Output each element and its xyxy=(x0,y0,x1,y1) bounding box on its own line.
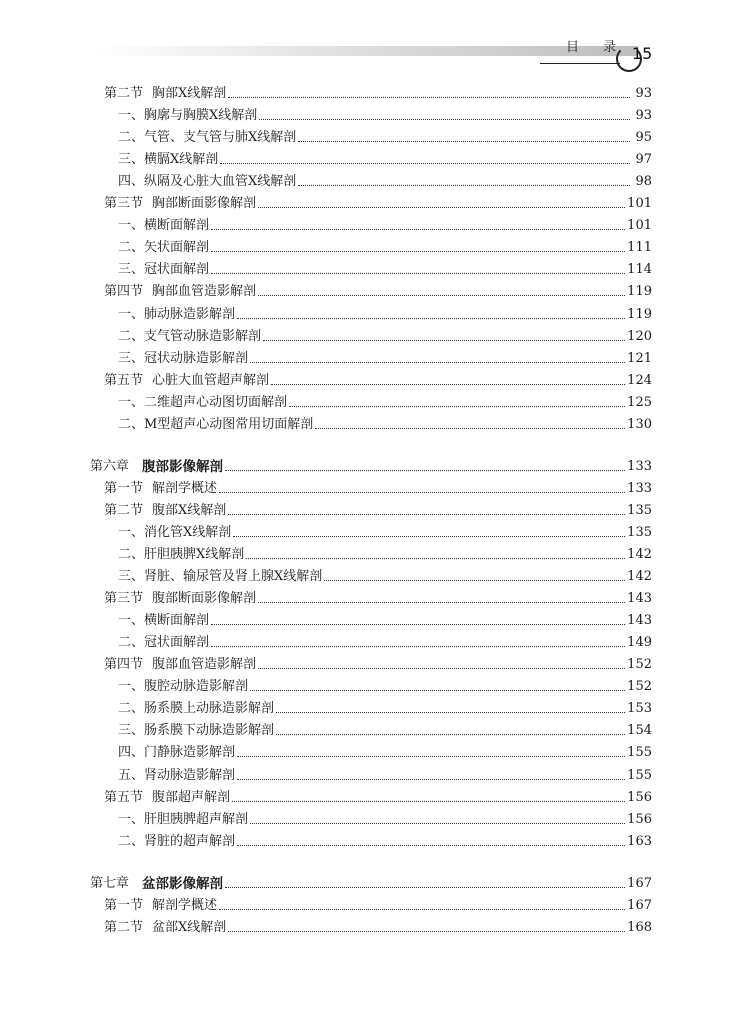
dot-leader xyxy=(233,536,625,537)
dot-leader xyxy=(258,207,625,208)
toc-entry-page: 101 xyxy=(627,218,652,234)
toc-entry-number: 第六章 xyxy=(90,458,130,474)
toc-entry-number: 第四节 xyxy=(104,657,144,673)
toc-section-entry[interactable] xyxy=(104,278,652,300)
toc-entry-title: 二、支气管动脉造影解剖 xyxy=(118,328,262,344)
toc-entry-page: 142 xyxy=(627,547,652,562)
toc-entry-number: 第三节 xyxy=(104,591,144,607)
toc-entry-title: 一、腹腔动脉造影解剖 xyxy=(118,679,249,695)
toc-subsection-entry[interactable] xyxy=(118,102,652,124)
dot-leader xyxy=(250,823,625,824)
toc-section-entry[interactable] xyxy=(104,190,652,212)
toc-entry-page: 125 xyxy=(627,394,652,410)
dot-leader xyxy=(232,801,625,802)
dot-leader xyxy=(237,756,625,757)
toc-entry-page: 163 xyxy=(627,833,652,849)
toc-entry-page: 97 xyxy=(635,152,652,168)
toc-section-entry[interactable] xyxy=(104,784,652,806)
toc-entry-page: 156 xyxy=(627,811,652,827)
toc-entry-page: 154 xyxy=(627,723,652,739)
toc-entry-title: 腹部血管造影解剖 xyxy=(152,657,257,673)
toc-entry-page: 149 xyxy=(627,635,652,651)
dot-leader xyxy=(211,229,625,230)
toc-entry-number: 第四节 xyxy=(104,284,144,300)
toc-section-entry[interactable] xyxy=(104,475,652,497)
toc-entry-title: 三、肠系膜下动脉造影解剖 xyxy=(118,723,275,739)
toc-entry-title: 二、肾脏的超声解剖 xyxy=(118,833,236,849)
dot-leader xyxy=(315,428,625,429)
dot-leader xyxy=(289,406,625,407)
toc-section-entry[interactable] xyxy=(104,80,652,102)
toc-subsection-entry[interactable] xyxy=(118,519,652,541)
toc-entry-page: 135 xyxy=(627,524,652,540)
toc-section-entry[interactable] xyxy=(104,585,652,607)
toc-subsection-entry[interactable] xyxy=(118,695,652,717)
dot-leader xyxy=(225,470,625,471)
toc-subsection-entry[interactable] xyxy=(118,234,652,256)
toc-entry-page: 95 xyxy=(635,130,652,146)
dot-leader xyxy=(228,931,625,932)
toc-entry-title: 心脏大血管超声解剖 xyxy=(152,372,270,388)
dot-leader xyxy=(211,624,625,625)
toc-entry-page: 114 xyxy=(627,262,652,278)
toc-subsection-entry[interactable] xyxy=(118,212,652,234)
toc-subsection-entry[interactable] xyxy=(118,124,652,146)
toc-entry-title: 一、肝胆胰脾超声解剖 xyxy=(118,811,249,827)
toc-entry-title: 三、冠状面解剖 xyxy=(118,262,210,278)
toc-entry-page: 93 xyxy=(635,108,652,124)
toc-entry-page: 124 xyxy=(627,372,652,388)
dot-leader xyxy=(298,141,630,142)
toc-entry-page: 156 xyxy=(627,789,652,805)
toc-entry-title: 四、门静脉造影解剖 xyxy=(118,745,236,761)
toc-entry-page: 120 xyxy=(627,328,652,344)
toc-section-entry[interactable] xyxy=(104,914,652,936)
toc-entry-number: 第五节 xyxy=(104,372,144,388)
toc-entry-title: 胸部血管造影解剖 xyxy=(152,284,257,300)
dot-leader xyxy=(250,690,625,691)
dot-leader xyxy=(220,163,630,164)
toc-subsection-entry[interactable] xyxy=(118,673,652,695)
toc-entry-number: 第二节 xyxy=(104,502,144,518)
toc-chapter-entry[interactable] xyxy=(90,870,652,892)
toc-subsection-entry[interactable] xyxy=(118,411,652,433)
dot-leader xyxy=(258,295,625,296)
toc-section-entry[interactable] xyxy=(104,651,652,673)
toc-entry-page: 101 xyxy=(627,196,652,212)
dot-leader xyxy=(258,602,625,603)
dot-leader xyxy=(219,492,625,493)
toc-entry-title: 一、横断面解剖 xyxy=(118,218,210,234)
toc-subsection-entry[interactable] xyxy=(118,563,652,585)
toc-entry-title: 腹部X线解剖 xyxy=(152,502,227,518)
dot-leader xyxy=(237,779,625,780)
dot-leader xyxy=(324,580,625,581)
toc-entry-page: 152 xyxy=(627,679,652,695)
dot-leader xyxy=(237,845,625,846)
dot-leader xyxy=(246,558,625,559)
toc-entry-title: 二、气管、支气管与肺X线解剖 xyxy=(118,130,297,146)
toc-entry-title: 解剖学概述 xyxy=(152,897,218,913)
toc-entry-title: 二、M型超声心动图常用切面解剖 xyxy=(118,416,314,432)
toc-chapter-entry[interactable] xyxy=(90,453,652,475)
toc-entry-page: 143 xyxy=(627,613,652,629)
header-gradient-bar xyxy=(98,46,638,56)
toc-entry-title: 一、消化管X线解剖 xyxy=(118,524,232,540)
toc-subsection-entry[interactable] xyxy=(118,323,652,345)
toc-subsection-entry[interactable] xyxy=(118,345,652,367)
toc-subsection-entry[interactable] xyxy=(118,541,652,563)
toc-section-entry[interactable] xyxy=(104,892,652,914)
dot-leader xyxy=(263,340,625,341)
toc-entry-title: 腹部超声解剖 xyxy=(152,789,231,805)
toc-entry-title: 四、纵隔及心脏大血管X线解剖 xyxy=(118,174,297,190)
toc-subsection-entry[interactable] xyxy=(118,717,652,739)
toc-section-entry[interactable] xyxy=(104,367,652,389)
toc-entry-title: 一、胸廓与胸膜X线解剖 xyxy=(118,108,258,124)
header-title: 目 录 xyxy=(566,40,627,55)
toc-entry-title: 二、肝胆胰脾X线解剖 xyxy=(118,547,245,562)
toc-section-entry[interactable] xyxy=(104,497,652,519)
toc-entry-title: 三、冠状动脉造影解剖 xyxy=(118,350,249,366)
dot-leader xyxy=(250,362,625,363)
toc-entry-title: 一、肺动脉造影解剖 xyxy=(118,306,236,322)
toc-entry-title: 胸部断面影像解剖 xyxy=(152,196,257,212)
toc-entry-title: 腹部断面影像解剖 xyxy=(152,591,257,607)
toc-entry-page: 155 xyxy=(627,745,652,761)
toc-subsection-entry[interactable] xyxy=(118,828,652,850)
toc-entry-title: 腹部影像解剖 xyxy=(142,458,223,475)
toc-entry-title: 五、肾动脉造影解剖 xyxy=(118,767,236,783)
dot-leader xyxy=(211,646,625,647)
toc-entry-page: 130 xyxy=(627,416,652,432)
toc-entry-title: 盆部影像解剖 xyxy=(142,875,223,892)
toc-entry-page: 135 xyxy=(627,502,652,518)
toc-entry-page: 143 xyxy=(627,591,652,607)
dot-leader xyxy=(259,119,630,120)
toc-subsection-entry[interactable] xyxy=(118,739,652,761)
toc-entry-page: 153 xyxy=(627,701,652,717)
toc-subsection-entry[interactable] xyxy=(118,806,652,828)
toc-entry-title: 二、矢状面解剖 xyxy=(118,240,210,256)
toc-entry-title: 一、横断面解剖 xyxy=(118,613,210,629)
dot-leader xyxy=(228,97,630,98)
toc-entry-title: 盆部X线解剖 xyxy=(152,919,227,935)
dot-leader xyxy=(228,514,625,515)
dot-leader xyxy=(298,185,630,186)
toc-subsection-entry[interactable] xyxy=(118,146,652,168)
toc-entry-page: 93 xyxy=(635,86,652,101)
toc-entry-page: 152 xyxy=(627,657,652,673)
dot-leader xyxy=(211,273,625,274)
toc-entry-number: 第二节 xyxy=(104,86,144,101)
toc-entry-title: 二、肠系膜上动脉造影解剖 xyxy=(118,701,275,717)
toc-subsection-entry[interactable] xyxy=(118,607,652,629)
toc-entry-page: 119 xyxy=(627,306,652,322)
toc-subsection-entry[interactable] xyxy=(118,168,652,190)
toc-entry-title: 一、二维超声心动图切面解剖 xyxy=(118,394,288,410)
toc-entry-page: 111 xyxy=(627,240,652,256)
toc-entry-page: 133 xyxy=(627,480,652,496)
dot-leader xyxy=(258,668,625,669)
toc-entry-number: 第七章 xyxy=(90,875,130,891)
dot-leader xyxy=(219,909,625,910)
toc-entry-page: 119 xyxy=(627,284,652,300)
toc-subsection-entry[interactable] xyxy=(118,762,652,784)
toc-subsection-entry[interactable] xyxy=(118,256,652,278)
toc-entry-number: 第三节 xyxy=(104,196,144,212)
toc-entry-number: 第二节 xyxy=(104,919,144,935)
dot-leader xyxy=(237,318,625,319)
toc-entry-title: 三、横膈X线解剖 xyxy=(118,152,219,168)
dot-leader xyxy=(211,251,625,252)
toc-entry-number: 第一节 xyxy=(104,897,144,913)
toc-entry-page: 121 xyxy=(627,350,652,366)
toc-entry-number: 第一节 xyxy=(104,480,144,496)
header-rule xyxy=(540,63,620,64)
dot-leader xyxy=(276,712,625,713)
toc-entry-page: 167 xyxy=(627,897,652,913)
page-number: 15 xyxy=(632,44,653,63)
dot-leader xyxy=(271,384,625,385)
toc-entry-page: 133 xyxy=(627,458,652,474)
toc-entry-page: 98 xyxy=(635,174,652,190)
toc-entry-title: 三、肾脏、输尿管及肾上腺X线解剖 xyxy=(118,569,323,585)
toc-entry-page: 142 xyxy=(627,569,652,585)
toc-entry-number: 第五节 xyxy=(104,789,144,805)
toc-entry-page: 167 xyxy=(627,875,652,891)
toc-subsection-entry[interactable] xyxy=(118,629,652,651)
toc-entry-title: 二、冠状面解剖 xyxy=(118,635,210,651)
toc-entry-title: 胸部X线解剖 xyxy=(152,86,227,101)
toc-entry-page: 155 xyxy=(627,767,652,783)
toc-entry-page: 168 xyxy=(627,919,652,935)
toc-subsection-entry[interactable] xyxy=(118,389,652,411)
toc-subsection-entry[interactable] xyxy=(118,301,652,323)
dot-leader xyxy=(225,887,625,888)
dot-leader xyxy=(276,734,625,735)
toc-entry-title: 解剖学概述 xyxy=(152,480,218,496)
